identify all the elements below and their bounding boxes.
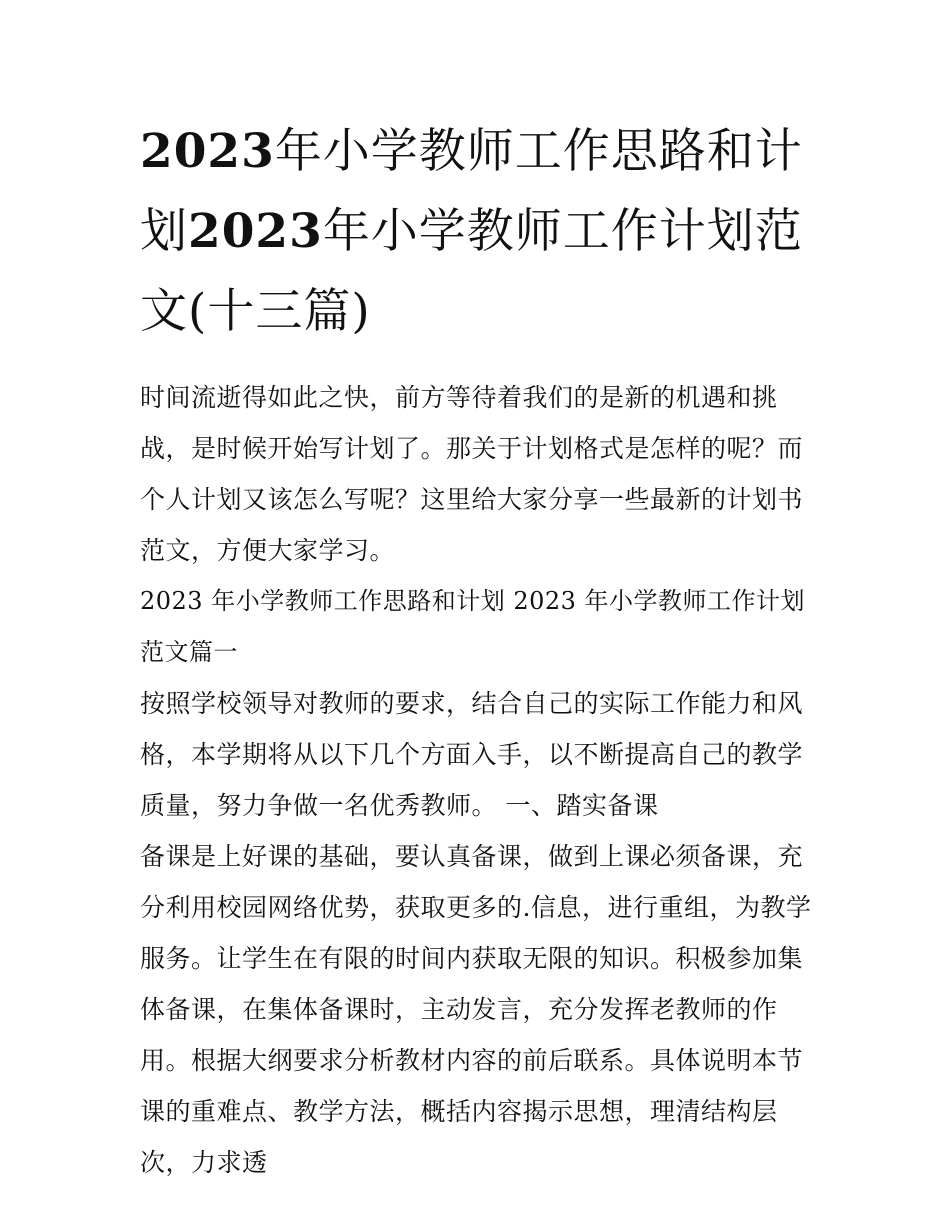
section-heading: 2023 年小学教师工作思路和计划 2023 年小学教师工作计划范文篇一 (140, 587, 806, 666)
document-page (140, 112, 812, 1188)
body-paragraph-1: 按照学校领导对教师的要求，结合自己的实际工作能力和风格，本学期将从以下几个方面入手，以不断提高自己的教学质量，努力争做一名优秀教师。 一、踏实备课 (140, 689, 804, 820)
title-text-1: 年小学教师工作思路和计划 (140, 124, 803, 259)
document-title (140, 112, 812, 352)
title-year-1: 2023 (140, 124, 275, 179)
title-text-2: 年小学教师工作计划范文(十三篇) (140, 204, 803, 339)
intro-paragraph: 时间流逝得如此之快，前方等待着我们的是新的机遇和挑战，是时候开始写计划了。那关于计划格式是怎样的呢？而个人计划又该怎么写呢？这里给大家分享一些最新的计划书范文，方便大家学习。 (140, 383, 804, 565)
body-paragraph-2: 备课是上好课的基础，要认真备课，做到上课必须备课，充分利用校园网络优势，获取更多的.信息，进行重组，为教学服务。让学生在有限的时间内获取无限的知识。积极参加集体备课，在集体备课时，主动发言，充分发挥老教师的作用。根据大纲要求分析教材内容的前后联系。具体说明本节课的重难点、教学方法，概括内容揭示思想，理清结构层次，力求透 (140, 842, 812, 1177)
title-year-2: 2023 (188, 204, 323, 259)
